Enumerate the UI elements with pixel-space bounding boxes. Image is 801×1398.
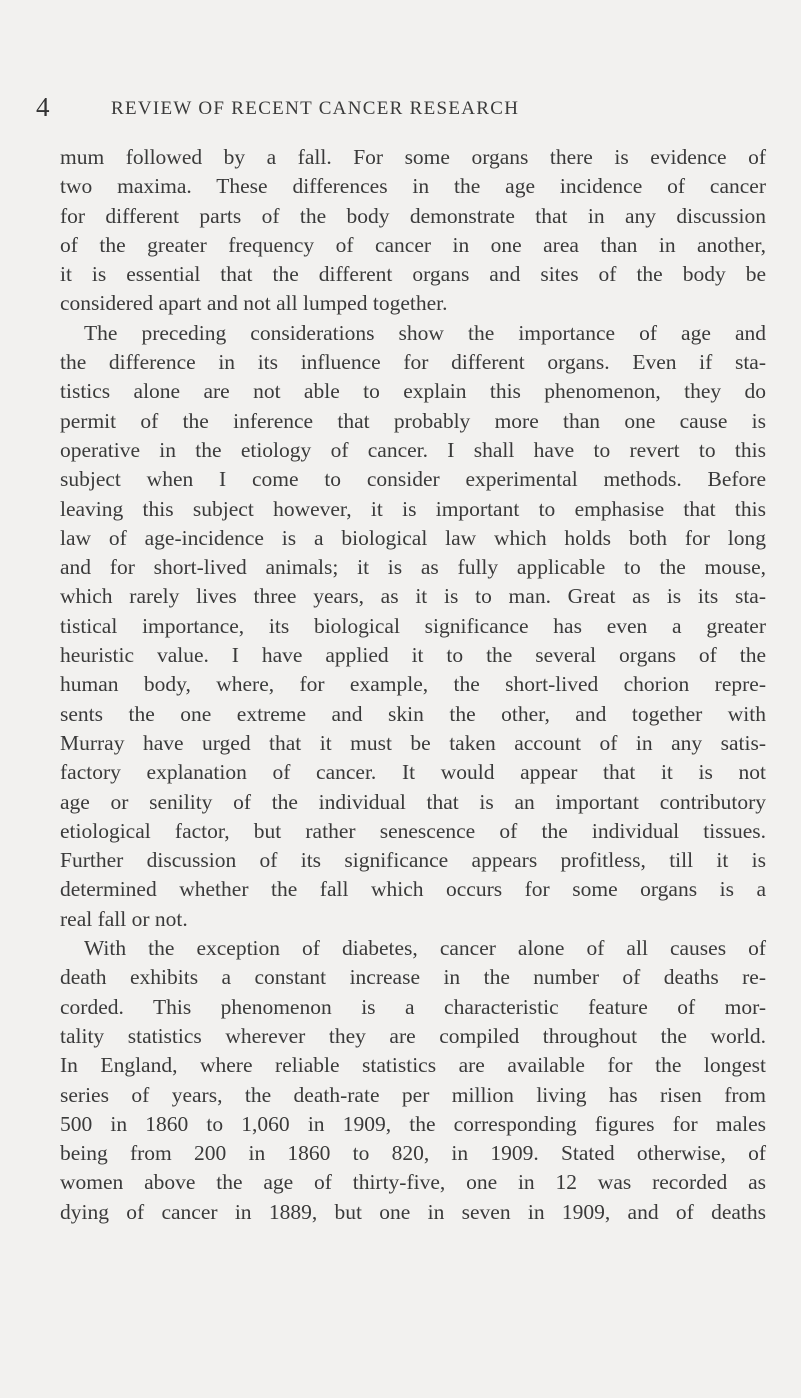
text-line: law of age-incidence is a biological law which holds both for long [60, 525, 766, 550]
text-line: age or senility of the individual that is an important contributory [60, 789, 766, 814]
text-line: of the greater frequency of cancer in one area than in another, [60, 232, 766, 257]
text-line: With the exception of diabetes, cancer alone of all causes of [84, 936, 766, 961]
paragraph [60, 934, 766, 1227]
text-line: tistical importance, its biological significance has even a greater [60, 613, 766, 638]
text-line: factory explanation of cancer. It would appear that it is not [60, 760, 766, 785]
paragraph [60, 319, 766, 934]
text-line: the difference in its influence for different organs. Even if sta- [60, 350, 766, 375]
text-line: which rarely lives three years, as it is to man. Great as is its sta- [60, 584, 766, 609]
paragraph [60, 143, 766, 319]
page-header [36, 90, 766, 124]
text-line: Murray have urged that it must be taken account of in any satis- [60, 730, 766, 755]
text-line: death exhibits a constant increase in the number of deaths re- [60, 965, 766, 990]
text-line: mum followed by a fall. For some organs there is evidence of [60, 145, 766, 169]
text-line: operative in the etiology of cancer. I shall have to revert to this [60, 437, 766, 462]
text-line: determined whether the fall which occurs for some organs is a [60, 877, 766, 902]
text-line: series of years, the death-rate per million living has risen from [60, 1082, 766, 1107]
text-line: corded. This phenomenon is a characteristic feature of mor- [60, 994, 766, 1019]
text-line: etiological factor, but rather senescence of the individual tissues. [60, 818, 766, 843]
text-line: being from 200 in 1860 to 820, in 1909. Stated otherwise, of [60, 1141, 766, 1166]
text-line: dying of cancer in 1889, but one in seven in 1909, and of deaths [60, 1199, 766, 1224]
text-line: In England, where reliable statistics are available for the longest [60, 1053, 766, 1078]
text-line: two maxima. These differences in the age incidence of cancer [60, 174, 766, 199]
body-text [60, 143, 766, 1227]
running-head: REVIEW OF RECENT CANCER RESEARCH [111, 98, 520, 119]
text-line: subject when I come to consider experimental methods. Before [60, 467, 766, 492]
text-line: women above the age of thirty-five, one in 12 was recorded as [60, 1170, 766, 1195]
text-line: Further discussion of its significance appears profitless, till it is [60, 848, 766, 873]
text-line: tality statistics wherever they are compiled throughout the world. [60, 1023, 766, 1048]
text-line: real fall or not. [60, 906, 188, 931]
page-number: 4 [36, 92, 50, 122]
text-line: considered apart and not all lumped together. [60, 291, 448, 316]
text-line: it is essential that the different organs and sites of the body be [60, 262, 766, 287]
text-line: 500 in 1860 to 1,060 in 1909, the corresponding figures for males [60, 1111, 766, 1136]
text-line: sents the one extreme and skin the other, and together with [60, 701, 766, 726]
text-line: permit of the inference that probably more than one cause is [60, 408, 766, 433]
text-line: heuristic value. I have applied it to the several organs of the [60, 643, 766, 668]
text-line: for different parts of the body demonstrate that in any discussion [60, 203, 766, 228]
text-line: and for short-lived animals; it is as fully applicable to the mouse, [60, 555, 766, 580]
text-line: human body, where, for example, the short-lived chorion repre- [60, 672, 766, 697]
text-line: tistics alone are not able to explain this phenomenon, they do [60, 379, 766, 404]
text-line: The preceding considerations show the importance of age and [84, 320, 766, 345]
text-line: leaving this subject however, it is important to emphasise that this [60, 496, 766, 521]
